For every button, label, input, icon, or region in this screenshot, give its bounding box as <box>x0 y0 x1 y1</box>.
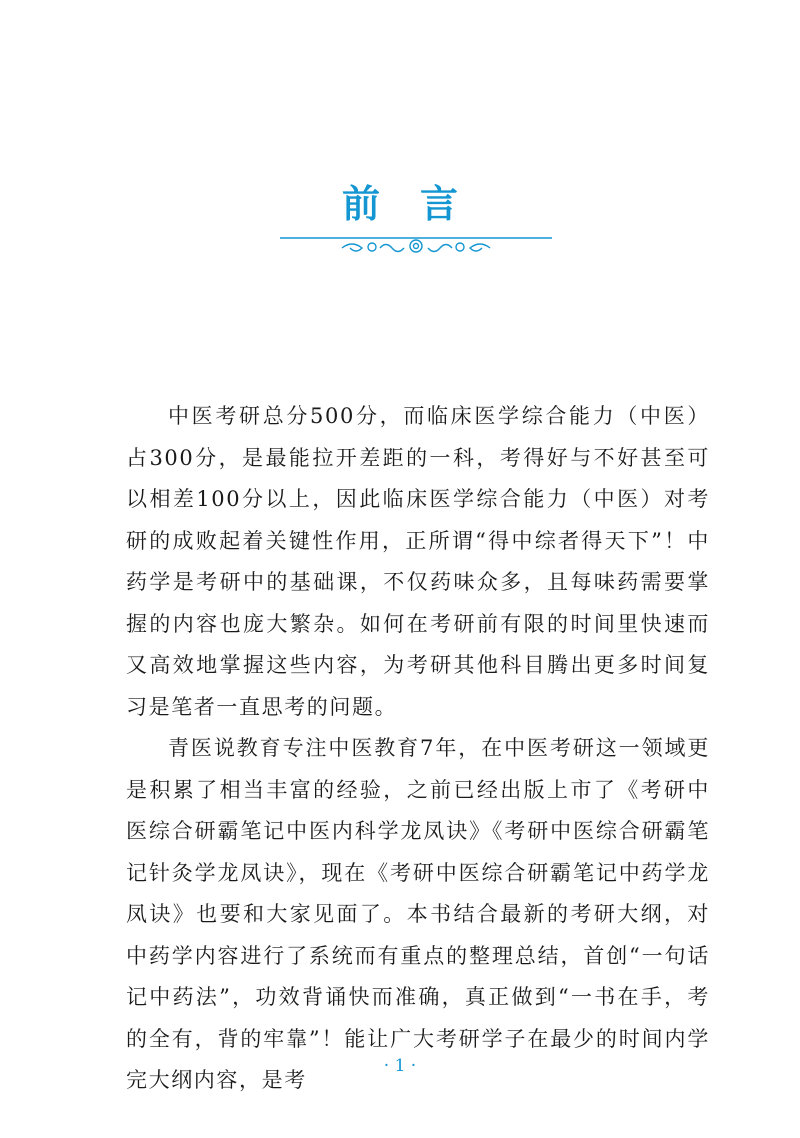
preface-body <box>126 396 710 1102</box>
paragraph-2: 青医说教育专注中医教育7年，在中医考研这一领域更是积累了相当丰富的经验，之前已经出版上市了《考研中医综合研霸笔记中医内科学龙凤诀》《考研中医综合研霸笔记针灸学龙凤诀》，现在《考研中医综合研霸笔记中药学龙凤诀》也要和大家见面了。本书结合最新的考研大纲，对中药学内容进行了系统而有重点的整理总结，首创“一句话记中药法”，功效背诵快而准确，真正做到“一书在手，考的全有，背的牢靠”！能让广大考研学子在最少的时间内学完大纲内容，是考 <box>126 736 710 1092</box>
page-number: · 1 · <box>383 1056 417 1076</box>
title-ornament-divider <box>280 228 552 258</box>
paragraph-1: 中医考研总分500分，而临床医学综合能力（中医）占300分，是最能拉开差距的一科，考得好与不好甚至可以相差100分以上，因此临床医学综合能力（中医）对考研的成败起着关键性作用，正所谓“得中综者得天下”！中药学是考研中的基础课，不仅药味众多，且每味药需要掌握的内容也庞大繁杂。如何在考研前有限的时间里快速而又高效地掌握这些内容，为考研其他科目腾出更多时间复习是笔者一直思考的问题。 <box>126 404 710 719</box>
page-title: 前言 <box>341 181 498 226</box>
